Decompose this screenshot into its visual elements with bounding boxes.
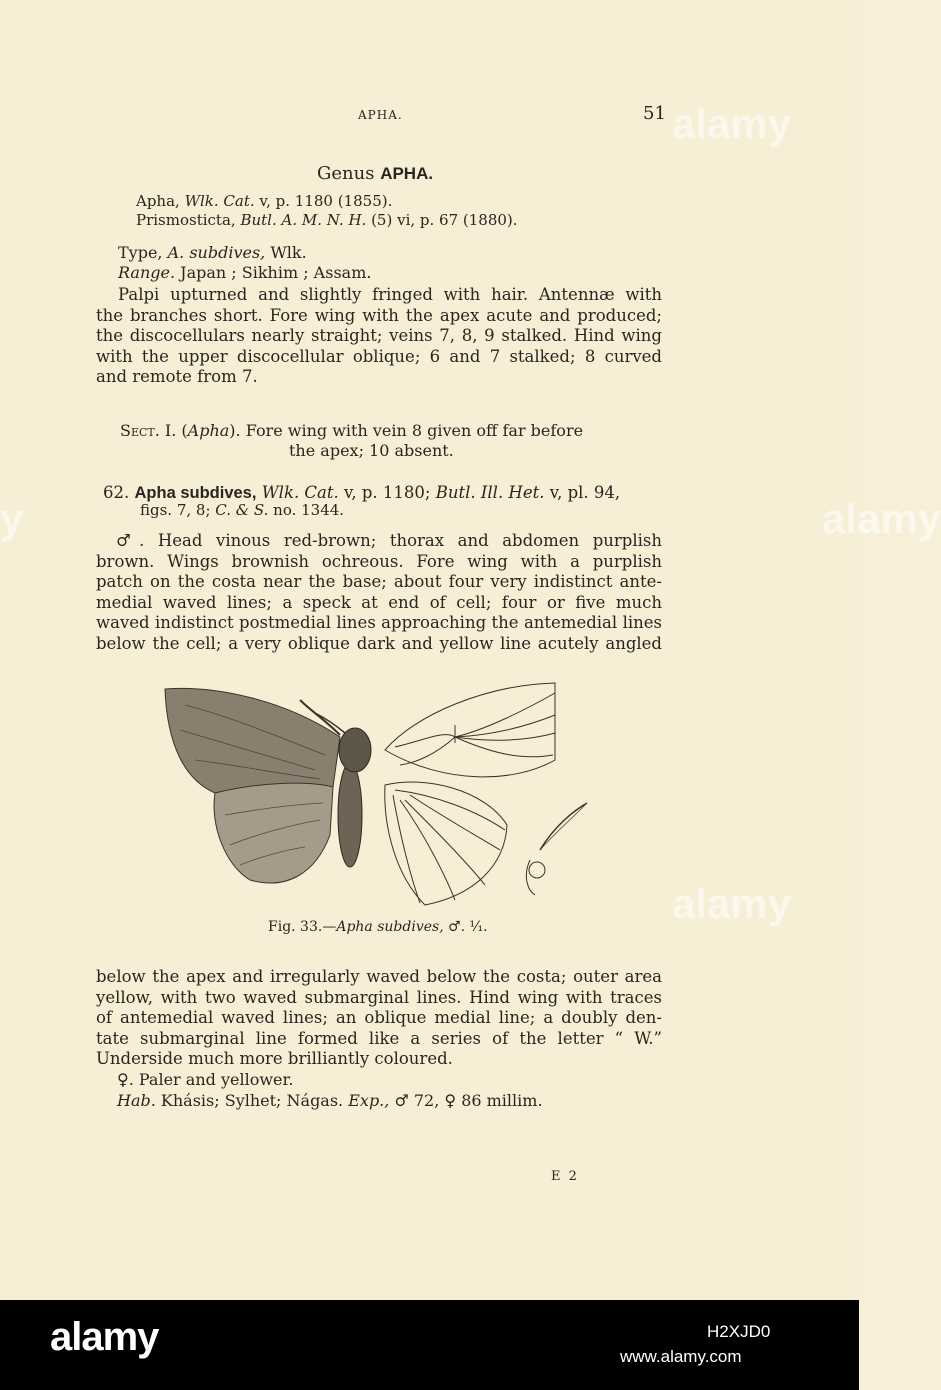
watermark: alamy bbox=[672, 880, 792, 927]
text-line: Palpi upturned and slightly fringed with hair. Antennæ with bbox=[118, 285, 662, 304]
footer-logo: alamy bbox=[50, 1315, 159, 1359]
male-description bbox=[96, 531, 662, 654]
type-line: Type, A. subdives, Wlk. bbox=[118, 243, 307, 262]
figure-caption: Fig. 33.—Apha subdives, ♂. ¹⁄₁. bbox=[268, 919, 488, 935]
moth-figure bbox=[155, 675, 605, 910]
synonym-line: Prismosticta, Butl. A. M. N. H. (5) vi, p. 67 (1880). bbox=[136, 211, 518, 229]
description-continued bbox=[96, 967, 662, 1070]
text-line: patch on the costa near the base; about four very indistinct ante- bbox=[96, 572, 662, 591]
image-id: H2XJD0 bbox=[707, 1322, 771, 1341]
text-line: below the apex and irregularly waved below the costa; outer area bbox=[96, 967, 662, 986]
text-line: with the upper discocellular oblique; 6 and 7 stalked; 8 curved bbox=[96, 346, 662, 366]
watermark-partial: y bbox=[0, 495, 24, 542]
venation-diagram bbox=[385, 683, 587, 905]
text-line: ♂. Head vinous red-brown; thorax and abdomen purplish bbox=[116, 531, 662, 550]
text-line: yellow, with two waved submarginal lines. Hind wing with traces bbox=[96, 987, 662, 1007]
section-heading-line2: the apex; 10 absent. bbox=[289, 441, 454, 460]
moth-wings-illustration bbox=[165, 688, 371, 883]
species-reference: figs. 7, 8; C. & S. no. 1344. bbox=[140, 501, 345, 519]
female-description: ♀. Paler and yellower. bbox=[117, 1070, 294, 1089]
text-line: Underside much more brilliantly coloured. bbox=[96, 1049, 453, 1068]
text-line: waved indistinct postmedial lines approaching the antemedial lines bbox=[96, 613, 662, 632]
text-line: below the cell; a very oblique dark and yellow line acutely angled bbox=[96, 633, 662, 653]
synonym-line: Apha, Wlk. Cat. v, p. 1180 (1855). bbox=[136, 192, 393, 210]
text-line: the branches short. Fore wing with the apex acute and produced; bbox=[96, 305, 662, 325]
genus-description bbox=[96, 285, 662, 388]
footer-url: www.alamy.com bbox=[620, 1347, 742, 1366]
watermark: alamy bbox=[672, 100, 792, 147]
section-heading: Sect. I. (Apha). Fore wing with vein 8 given off far before bbox=[120, 421, 584, 440]
habitat-line: Hab. Khásis; Sylhet; Nágas. Exp., ♂ 72, ♀ 86 millim. bbox=[117, 1091, 543, 1110]
page-number: 51 bbox=[643, 103, 666, 124]
signature-mark: E 2 bbox=[551, 1169, 579, 1184]
text-line: tate submarginal line formed like a series of the letter “ W.” bbox=[96, 1028, 662, 1048]
range-line: Range. Japan ; Sikhim ; Assam. bbox=[118, 263, 372, 282]
text-line: the discocellulars nearly straight; veins 7, 8, 9 stalked. Hind wing bbox=[96, 326, 662, 345]
text-line: of antemedial waved lines; an oblique medial line; a doubly den- bbox=[96, 1008, 662, 1027]
text-line: medial waved lines; a speck at end of cell; four or five much bbox=[96, 592, 662, 612]
watermark: alamy bbox=[822, 495, 941, 542]
genus-heading: Genus APHA. bbox=[317, 163, 434, 184]
species-heading: 62. Apha subdives, Wlk. Cat. v, p. 1180; Butl. Ill. Het. v, pl. 94, bbox=[103, 483, 621, 502]
text-line: and remote from 7. bbox=[96, 367, 258, 386]
text-line: brown. Wings brownish ochreous. Fore wing with a purplish bbox=[96, 551, 662, 571]
running-title: APHA. bbox=[358, 108, 403, 122]
